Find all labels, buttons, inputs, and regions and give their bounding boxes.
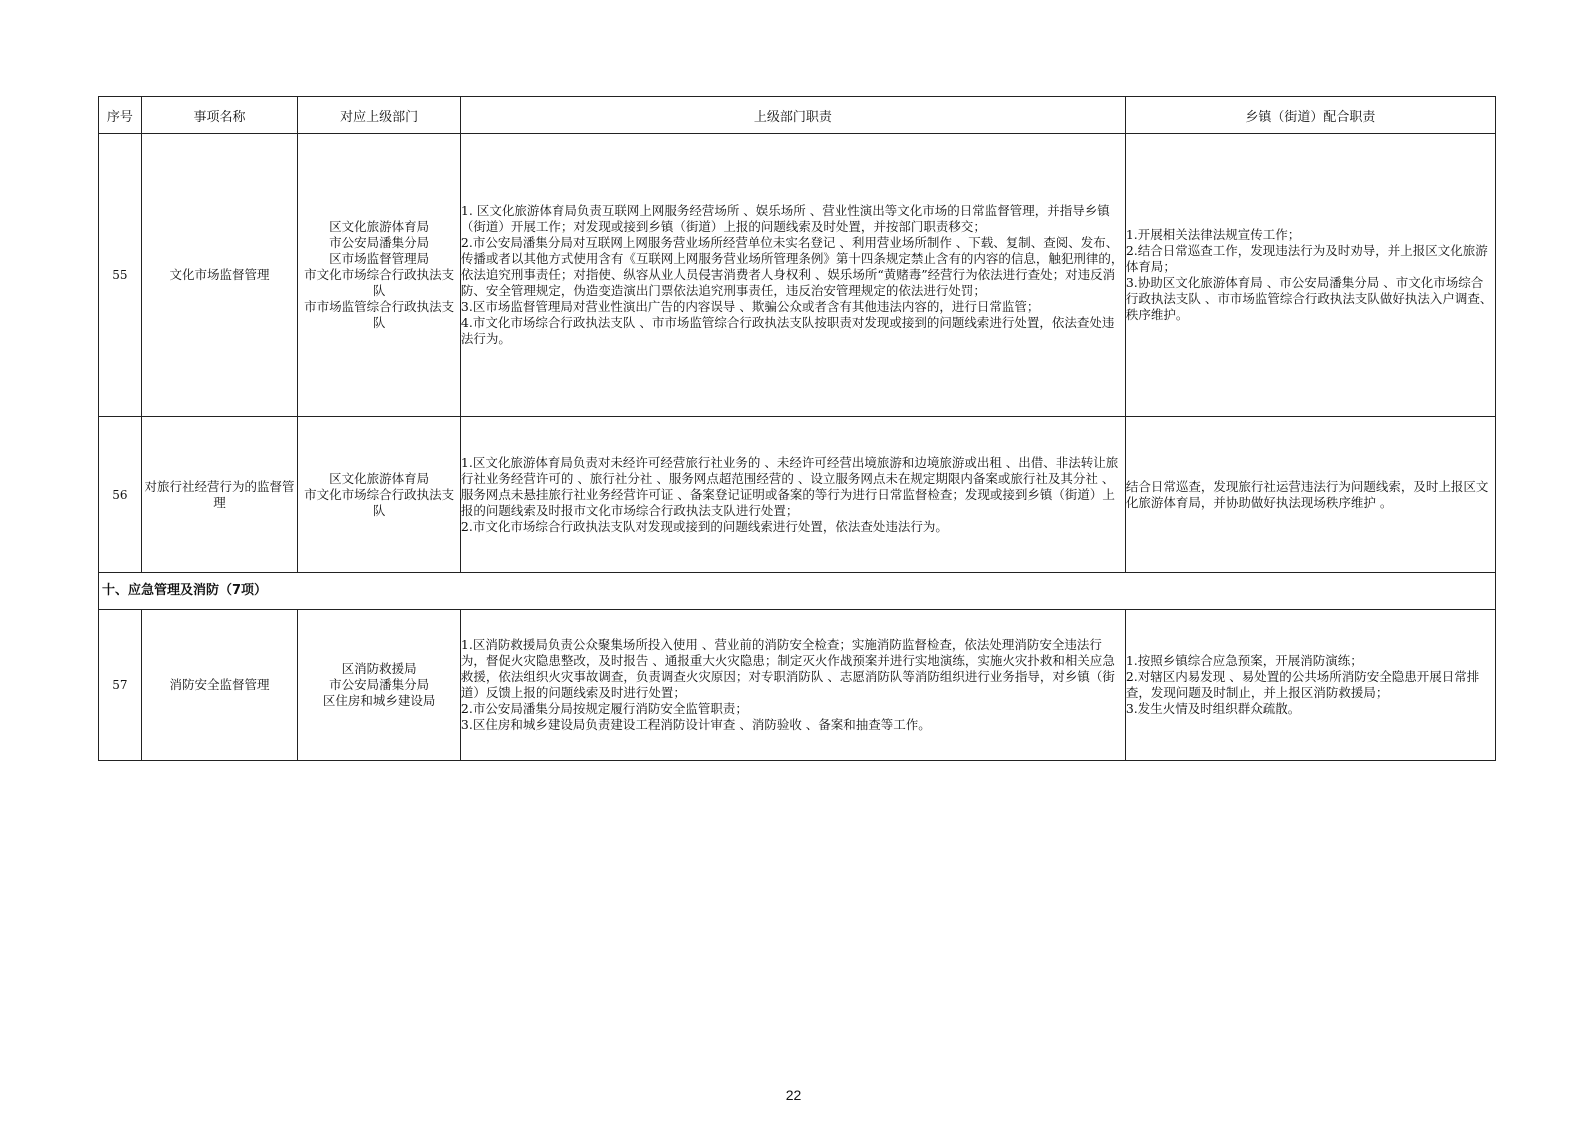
header-duty: 上级部门职责	[460, 97, 1125, 134]
department-line: 市市场监管综合行政执法支队	[304, 299, 455, 330]
coop-item: 结合日常巡查，发现旅行社运营违法行为问题线索，及时上报区文化旅游体育局，并协助做好执法现场秩序维护 。	[1125, 478, 1489, 510]
department-line: 区文化旅游体育局	[329, 219, 430, 234]
department-line: 区住房和城乡建设局	[322, 693, 436, 708]
department-line: 市文化市场综合行政执法支队	[304, 267, 455, 298]
department-cell	[298, 610, 461, 761]
duty-item: 3.区市场监督管理局对营业性演出广告的内容误导 、欺骗公众或者含有其他违法内容的，进行日常监管；	[460, 299, 1040, 314]
responsibility-table	[98, 96, 1496, 761]
duty-item: 2.市文化市场综合行政执法支队对发现或接到的问题线索进行处置，依法查处违法行为。	[460, 518, 948, 534]
header-dept: 对应上级部门	[298, 97, 461, 134]
duty-item: 1.区文化旅游体育局负责对未经许可经营旅行社业务的 、未经许可经营出境旅游和边境旅游或出租 、出借、非法转让旅行社业务经营许可的 、旅行社分社 、服务网点超范围经营的 、设立服务网点未在规定期限内备案或旅行社及其分社 、服务网点未悬挂旅行社业务经营许可证 、备案登记证明或备案的等行为进行日常监督检查；发现或接到乡镇（街道）上报的问题线索及时报市文化市场综合行政执法支队进行处置；	[460, 454, 1119, 518]
department-line: 市公安局潘集分局	[329, 235, 430, 250]
duty-cell	[460, 417, 1125, 573]
section-title: 十、应急管理及消防（7项）	[99, 573, 1496, 610]
coop-item: 3.协助区文化旅游体育局 、市公安局潘集分局 、市文化市场综合行政执法支队 、市市场监管综合行政执法支队做好执法入户调查、秩序维护。	[1125, 275, 1493, 322]
table-row	[99, 417, 1496, 573]
item-name: 对旅行社经营行为的监督管理	[141, 417, 298, 573]
item-name: 消防安全监督管理	[141, 610, 298, 761]
row-number: 57	[99, 610, 142, 761]
duty-item: 4.市文化市场综合行政执法支队 、市市场监管综合行政执法支队按职责对发现或接到的问题线索进行处置，依法查处违法行为。	[460, 315, 1115, 346]
header-name: 事项名称	[141, 97, 298, 134]
item-name: 文化市场监督管理	[141, 134, 298, 417]
department-line: 市文化市场综合行政执法支队	[304, 486, 455, 518]
duty-cell	[460, 610, 1125, 761]
department-line: 区消防救援局	[341, 661, 417, 676]
coop-cell	[1125, 417, 1495, 573]
row-number: 56	[99, 417, 142, 573]
row-number: 55	[99, 134, 142, 417]
duty-cell	[460, 134, 1125, 417]
header-num: 序号	[99, 97, 142, 134]
coop-item: 2.对辖区内易发现 、易处置的公共场所消防安全隐患开展日常排查，发现问题及时制止，并上报区消防救援局；	[1125, 669, 1480, 700]
table-row	[99, 134, 1496, 417]
duty-item: 3.区住房和城乡建设局负责建设工程消防设计审查 、消防验收 、备案和抽查等工作。	[460, 717, 931, 732]
department-cell	[298, 417, 461, 573]
page-number: 22	[785, 1087, 802, 1103]
department-line: 区文化旅游体育局	[329, 470, 430, 486]
coop-cell	[1125, 610, 1495, 761]
duty-item: 2.市公安局潘集分局按规定履行消防安全监管职责；	[460, 701, 748, 716]
section-row	[99, 573, 1496, 610]
department-cell	[298, 134, 461, 417]
header-coop: 乡镇（街道）配合职责	[1125, 97, 1495, 134]
table-header-row	[99, 97, 1496, 134]
duty-item: 1.区消防救援局负责公众聚集场所投入使用 、营业前的消防安全检查；实施消防监督检查，依法处理消防安全违法行为，督促火灾隐患整改，及时报告 、通报重大火灾隐患；制定灭火作战预案并进行实地演练，实施火灾扑救和相关应急救援，依法组织火灾事故调查，负责调查火灾原因；对专职消防队 、志愿消防队等消防组织进行业务指导，对乡镇（街道）反馈上报的问题线索及时进行处置；	[460, 637, 1115, 700]
coop-cell	[1125, 134, 1495, 417]
coop-item: 3.发生火情及时组织群众疏散。	[1125, 701, 1301, 716]
duty-item: 2.市公安局潘集分局对互联网上网服务营业场所经营单位未实名登记 、利用营业场所制作 、下载、复制、查阅、发布、传播或者以其他方式使用含有《互联网上网服务营业场所管理条例》第十四条规定禁止含有的内容的信息，触犯刑律的，依法追究刑事责任；对指使、纵容从业人员侵害消费者人身权利 、娱乐场所“黄赌毒”经营行为依法进行查处；对违反消防、安全管理规定，伪造变造演出门票依法追究刑事责任，违反治安管理规定的依法进行处罚；	[460, 235, 1124, 298]
coop-item: 1.开展相关法律法规宣传工作；	[1125, 227, 1301, 242]
table-row	[99, 610, 1496, 761]
department-line: 市公安局潘集分局	[329, 677, 430, 692]
duty-item: 1. 区文化旅游体育局负责互联网上网服务经营场所 、娱乐场所 、营业性演出等文化市场的日常监督管理，并指导乡镇（街道）开展工作；对发现或接到乡镇（街道）上报的问题线索及时处置，并按部门职责移交；	[460, 203, 1110, 234]
coop-item: 2.结合日常巡查工作，发现违法行为及时劝导，并上报区文化旅游体育局；	[1125, 243, 1488, 274]
department-line: 区市场监督管理局	[329, 251, 430, 266]
coop-item: 1.按照乡镇综合应急预案，开展消防演练；	[1125, 653, 1363, 668]
